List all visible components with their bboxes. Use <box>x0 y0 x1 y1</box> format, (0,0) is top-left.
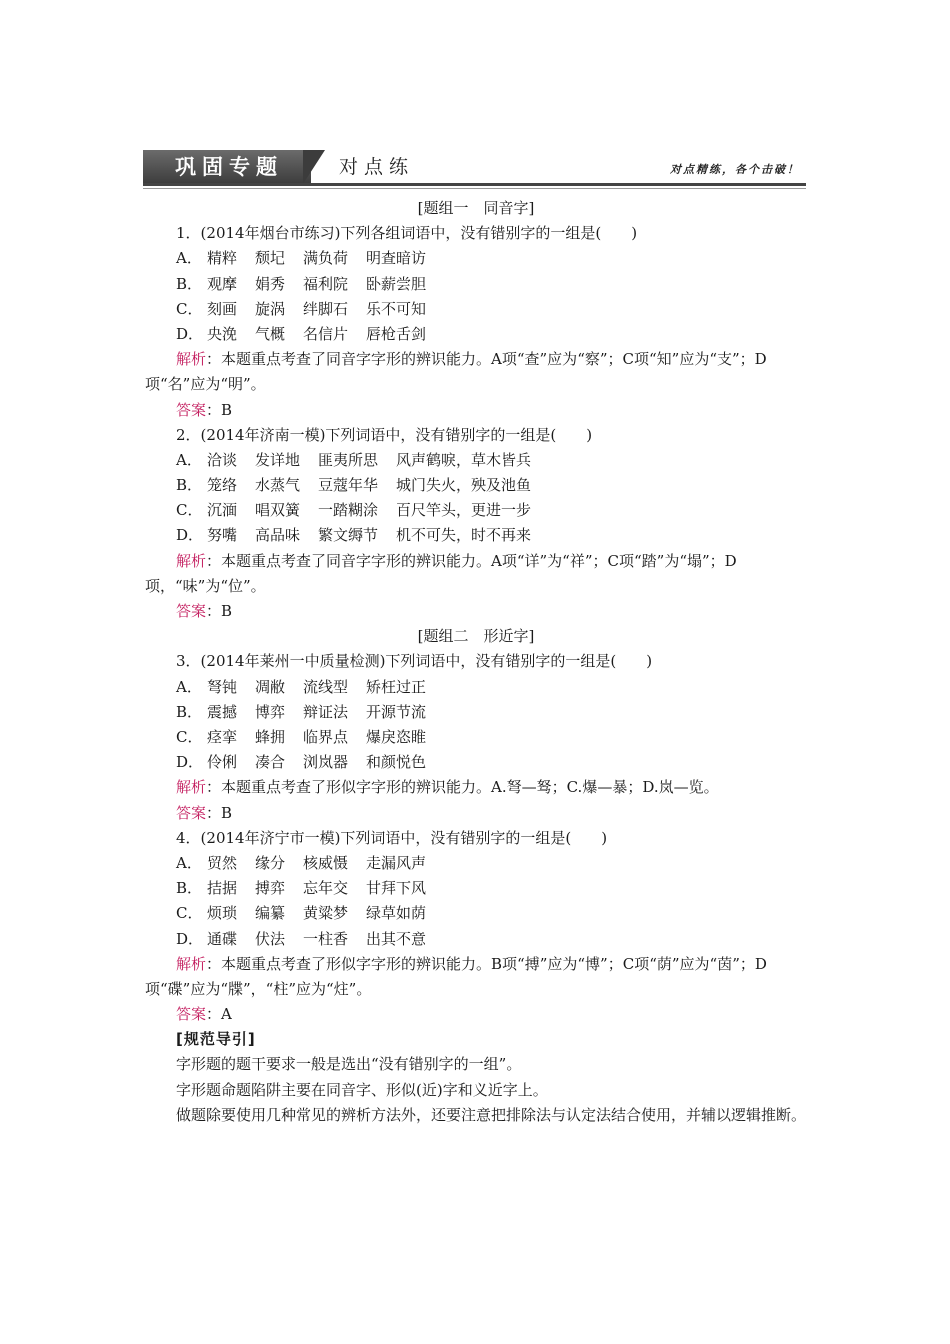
option-a: A． 贸然 缘分 核威慑 走漏风声 <box>176 853 427 872</box>
question-stem: 4．(2014年济宁市一模)下列词语中，没有错别字的一组是( ) <box>176 828 608 847</box>
option-d: D． 通碟 伏法 一柱香 出其不意 <box>176 929 427 948</box>
option-b: B． 笼络 水蒸气 豆蔻年华 城门失火，殃及池鱼 <box>176 476 532 495</box>
option-c: C． 烦琐 编纂 黄粱梦 绿草如荫 <box>176 904 427 923</box>
banner-subtitle: 对点练 <box>339 156 415 178</box>
group-title: [题组一 同音字] <box>417 199 535 217</box>
question-stem: 1．(2014年烟台市练习)下列各组词语中，没有错别字的一组是( ) <box>176 224 638 243</box>
option-d: D． 努嘴 高品味 繁文缛节 机不可失，时不再来 <box>176 526 532 545</box>
analysis: 解析：本题重点考查了同音字字形的辨识能力。A项“查”应为“察”；C项“知”应为“支”；D项“名”应为“明”。 <box>145 350 767 394</box>
option-a: A． 弩钝 凋敝 流线型 矫枉过正 <box>176 677 427 696</box>
question-stem: 2．(2014年济南一模)下列词语中，没有错别字的一组是( ) <box>176 425 593 444</box>
guide-paragraph: 字形题命题陷阱主要在同音字、形似(近)字和义近字上。 <box>176 1080 548 1099</box>
option-d: D． 伶俐 凑合 浏岚器 和颜悦色 <box>176 753 427 772</box>
option-c: C． 沉湎 唱双簧 一踏糊涂 百尺竿头，更进一步 <box>176 501 532 520</box>
option-a: A． 精粹 颓圮 满负荷 明查暗访 <box>176 249 427 268</box>
exercise-content <box>145 196 807 1128</box>
guide-paragraph: 做题除要使用几种常见的辨析方法外，还要注意把排除法与认定法结合使用，并辅以逻辑推断。 <box>176 1105 807 1124</box>
section-banner <box>143 150 806 184</box>
option-b: B． 拮据 搏弈 忘年交 甘拜下风 <box>176 879 427 898</box>
answer: 答案：B <box>176 803 233 822</box>
banner-title: 巩固专题 <box>143 150 311 184</box>
option-c: C． 痉挛 蜂拥 临界点 爆戾恣睢 <box>176 728 427 746</box>
option-b: B． 震撼 博弈 辩证法 开源节流 <box>176 702 427 721</box>
option-b: B． 观摩 娟秀 福利院 卧薪尝胆 <box>176 274 427 293</box>
answer: 答案：B <box>176 602 233 621</box>
analysis: 解析：本题重点考查了形似字字形的辨识能力。A.弩—驽；C.爆—暴；D.岚—览。 <box>176 778 719 797</box>
analysis: 解析：本题重点考查了同音字字形的辨识能力。A项“详”为“祥”；C项“踏”为“塌”；D项，“味”为“位”。 <box>145 551 737 595</box>
question-stem: 3．(2014年莱州一中质量检测)下列词语中，没有错别字的一组是( ) <box>176 652 653 671</box>
option-a: A． 洽谈 发详地 匪夷所思 风声鹤唳，草木皆兵 <box>176 450 532 469</box>
analysis: 解析：本题重点考查了形似字字形的辨识能力。B项“搏”应为“博”；C项“荫”应为“茵”；D项“碟”应为“牒”，“柱”应为“炷”。 <box>145 954 767 998</box>
banner-tagline: 对点精练，各个击破！ <box>670 163 800 176</box>
guide-title: [规范导引] <box>176 1030 256 1049</box>
group-title: [题组二 形近字] <box>417 627 535 646</box>
option-d: D． 央浼 气概 名信片 唇枪舌剑 <box>176 324 427 343</box>
guide-paragraph: 字形题的题干要求一般是选出“没有错别字的一组”。 <box>176 1055 522 1074</box>
option-c: C． 刻画 旋涡 绊脚石 乐不可知 <box>176 299 427 318</box>
answer: 答案：A <box>176 1005 232 1024</box>
answer: 答案：B <box>176 400 233 419</box>
